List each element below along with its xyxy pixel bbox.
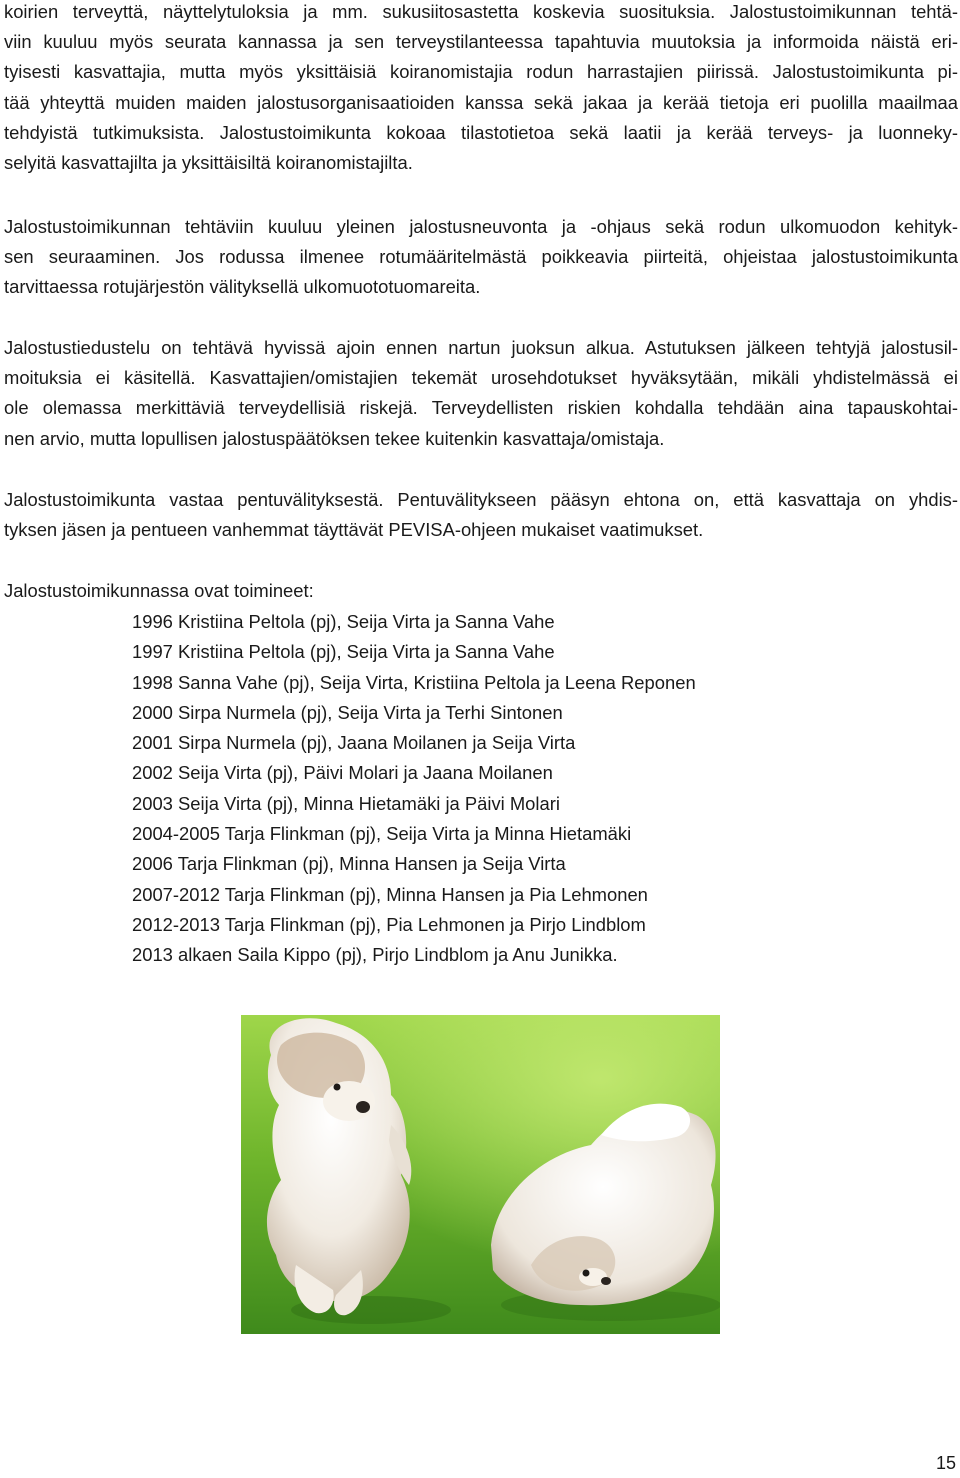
text-line: tarvittaessa rotujärjestön välityksellä ulkomuototuomareita.: [4, 276, 481, 298]
text-line: nen arvio, mutta lopullisen jalostuspäätöksen tekee kuitenkin kasvattaja/omistaja.: [4, 427, 665, 449]
committee-member-entry: 2001 Sirpa Nurmela (pj), Jaana Moilanen ja Seija Virta: [132, 732, 576, 754]
photo-two-coton-dogs-playing: [241, 1015, 720, 1334]
paragraph-puppy-referral: [4, 485, 958, 545]
committee-member-entry: 2004-2005 Tarja Flinkman (pj), Seija Virta ja Minna Hietamäki: [132, 823, 632, 845]
text-line: Jalostustiedustelu on tehtävä hyvissä ajoin ennen nartun juoksun alkua. Astutuksen jälkeen tehtyjä jalostusil-: [4, 337, 958, 358]
text-line: viin kuuluu myös seurata kannassa ja sen terveystilanteessa tapahtuvia muutoksia ja informoida näistä eri-: [4, 31, 958, 53]
text-line: Jalostustoimikunta vastaa pentuvälityksestä. Pentuvälitykseen pääsyn ehtona on, että kasvattaja on yhdis-: [4, 489, 958, 510]
text-line: tehdyistä tutkimuksista. Jalostustoimikunta kokoaa tilastotietoa sekä laatii ja kerää terveys- ja luonneky-: [4, 121, 958, 143]
text-line: tyksen jäsen ja pentueen vanhemmat täyttävät PEVISA-ohjeen mukaiset vaatimukset.: [4, 519, 704, 541]
text-line: ole olemassa merkittäviä terveydellisiä riskejä. Terveydellisten riskien kohdalla tehdään aina tapauskohtai-: [4, 397, 958, 419]
committee-member-entry: 2000 Sirpa Nurmela (pj), Seija Virta ja Terhi Sintonen: [132, 701, 563, 723]
text-line: tyisesti kasvattajia, mutta myös yksittäisiä koiranomistajia rodun harrastajien piirissä. Jalostustoimikunta pi-: [4, 61, 958, 83]
text-line: Jalostustoimikunnan tehtäviin kuuluu yleinen jalostusneuvonta ja -ohjaus sekä rodun ulkomuodon kehityk-: [4, 216, 958, 237]
committee-member-entry: 2007-2012 Tarja Flinkman (pj), Minna Hansen ja Pia Lehmonen: [132, 883, 648, 905]
committee-member-entry: 1996 Kristiina Peltola (pj), Seija Virta ja Sanna Vahe: [132, 611, 555, 632]
committee-member-entry: 2003 Seija Virta (pj), Minna Hietamäki ja Päivi Molari: [132, 792, 560, 814]
text-line: selyitä kasvattajilta ja yksittäisiltä koiranomistajilta.: [4, 151, 413, 173]
text-line: moituksia ei käsitellä. Kasvattajien/omistajien tekemät urosehdotukset hyväksytään, mikäli yhdistelmässä ei: [4, 367, 958, 389]
committee-member-entry: 1998 Sanna Vahe (pj), Seija Virta, Kristiina Peltola ja Leena Reponen: [132, 671, 696, 693]
committee-heading: Jalostustoimikunnassa ovat toimineet:: [4, 580, 314, 601]
committee-members-list: [132, 607, 696, 971]
committee-member-entry: 1997 Kristiina Peltola (pj), Seija Virta ja Sanna Vahe: [132, 641, 555, 663]
paragraph-breeding-guidance: [4, 212, 958, 303]
text-line: koirien terveyttä, näyttelytuloksia ja mm. sukusiitosastetta koskevia suosituksia. Jalostustoimikunnan tehtä-: [4, 1, 958, 22]
committee-member-entry: 2012-2013 Tarja Flinkman (pj), Pia Lehmonen ja Pirjo Lindblom: [132, 913, 646, 935]
committee-member-entry: 2013 alkaen Saila Kippo (pj), Pirjo Lindblom ja Anu Junikka.: [132, 944, 618, 966]
committee-member-entry: 2002 Seija Virta (pj), Päivi Molari ja Jaana Moilanen: [132, 762, 553, 784]
text-line: tää yhteyttä muiden maiden jalostusorganisaatioiden kanssa sekä jakaa ja kerää tietoja eri puolilla maailmaa: [4, 91, 958, 113]
page-number: 15: [935, 1453, 956, 1473]
text-line: sen seuraaminen. Jos rodussa ilmenee rotumääritelmästä poikkeavia piirteitä, ohjeistaa jalostustoimikunta: [4, 246, 958, 268]
committee-member-entry: 2006 Tarja Flinkman (pj), Minna Hansen ja Seija Virta: [132, 853, 566, 875]
paragraph-breeding-inquiry: [4, 333, 958, 454]
paragraph-breeding-committee-duties: [4, 0, 958, 178]
